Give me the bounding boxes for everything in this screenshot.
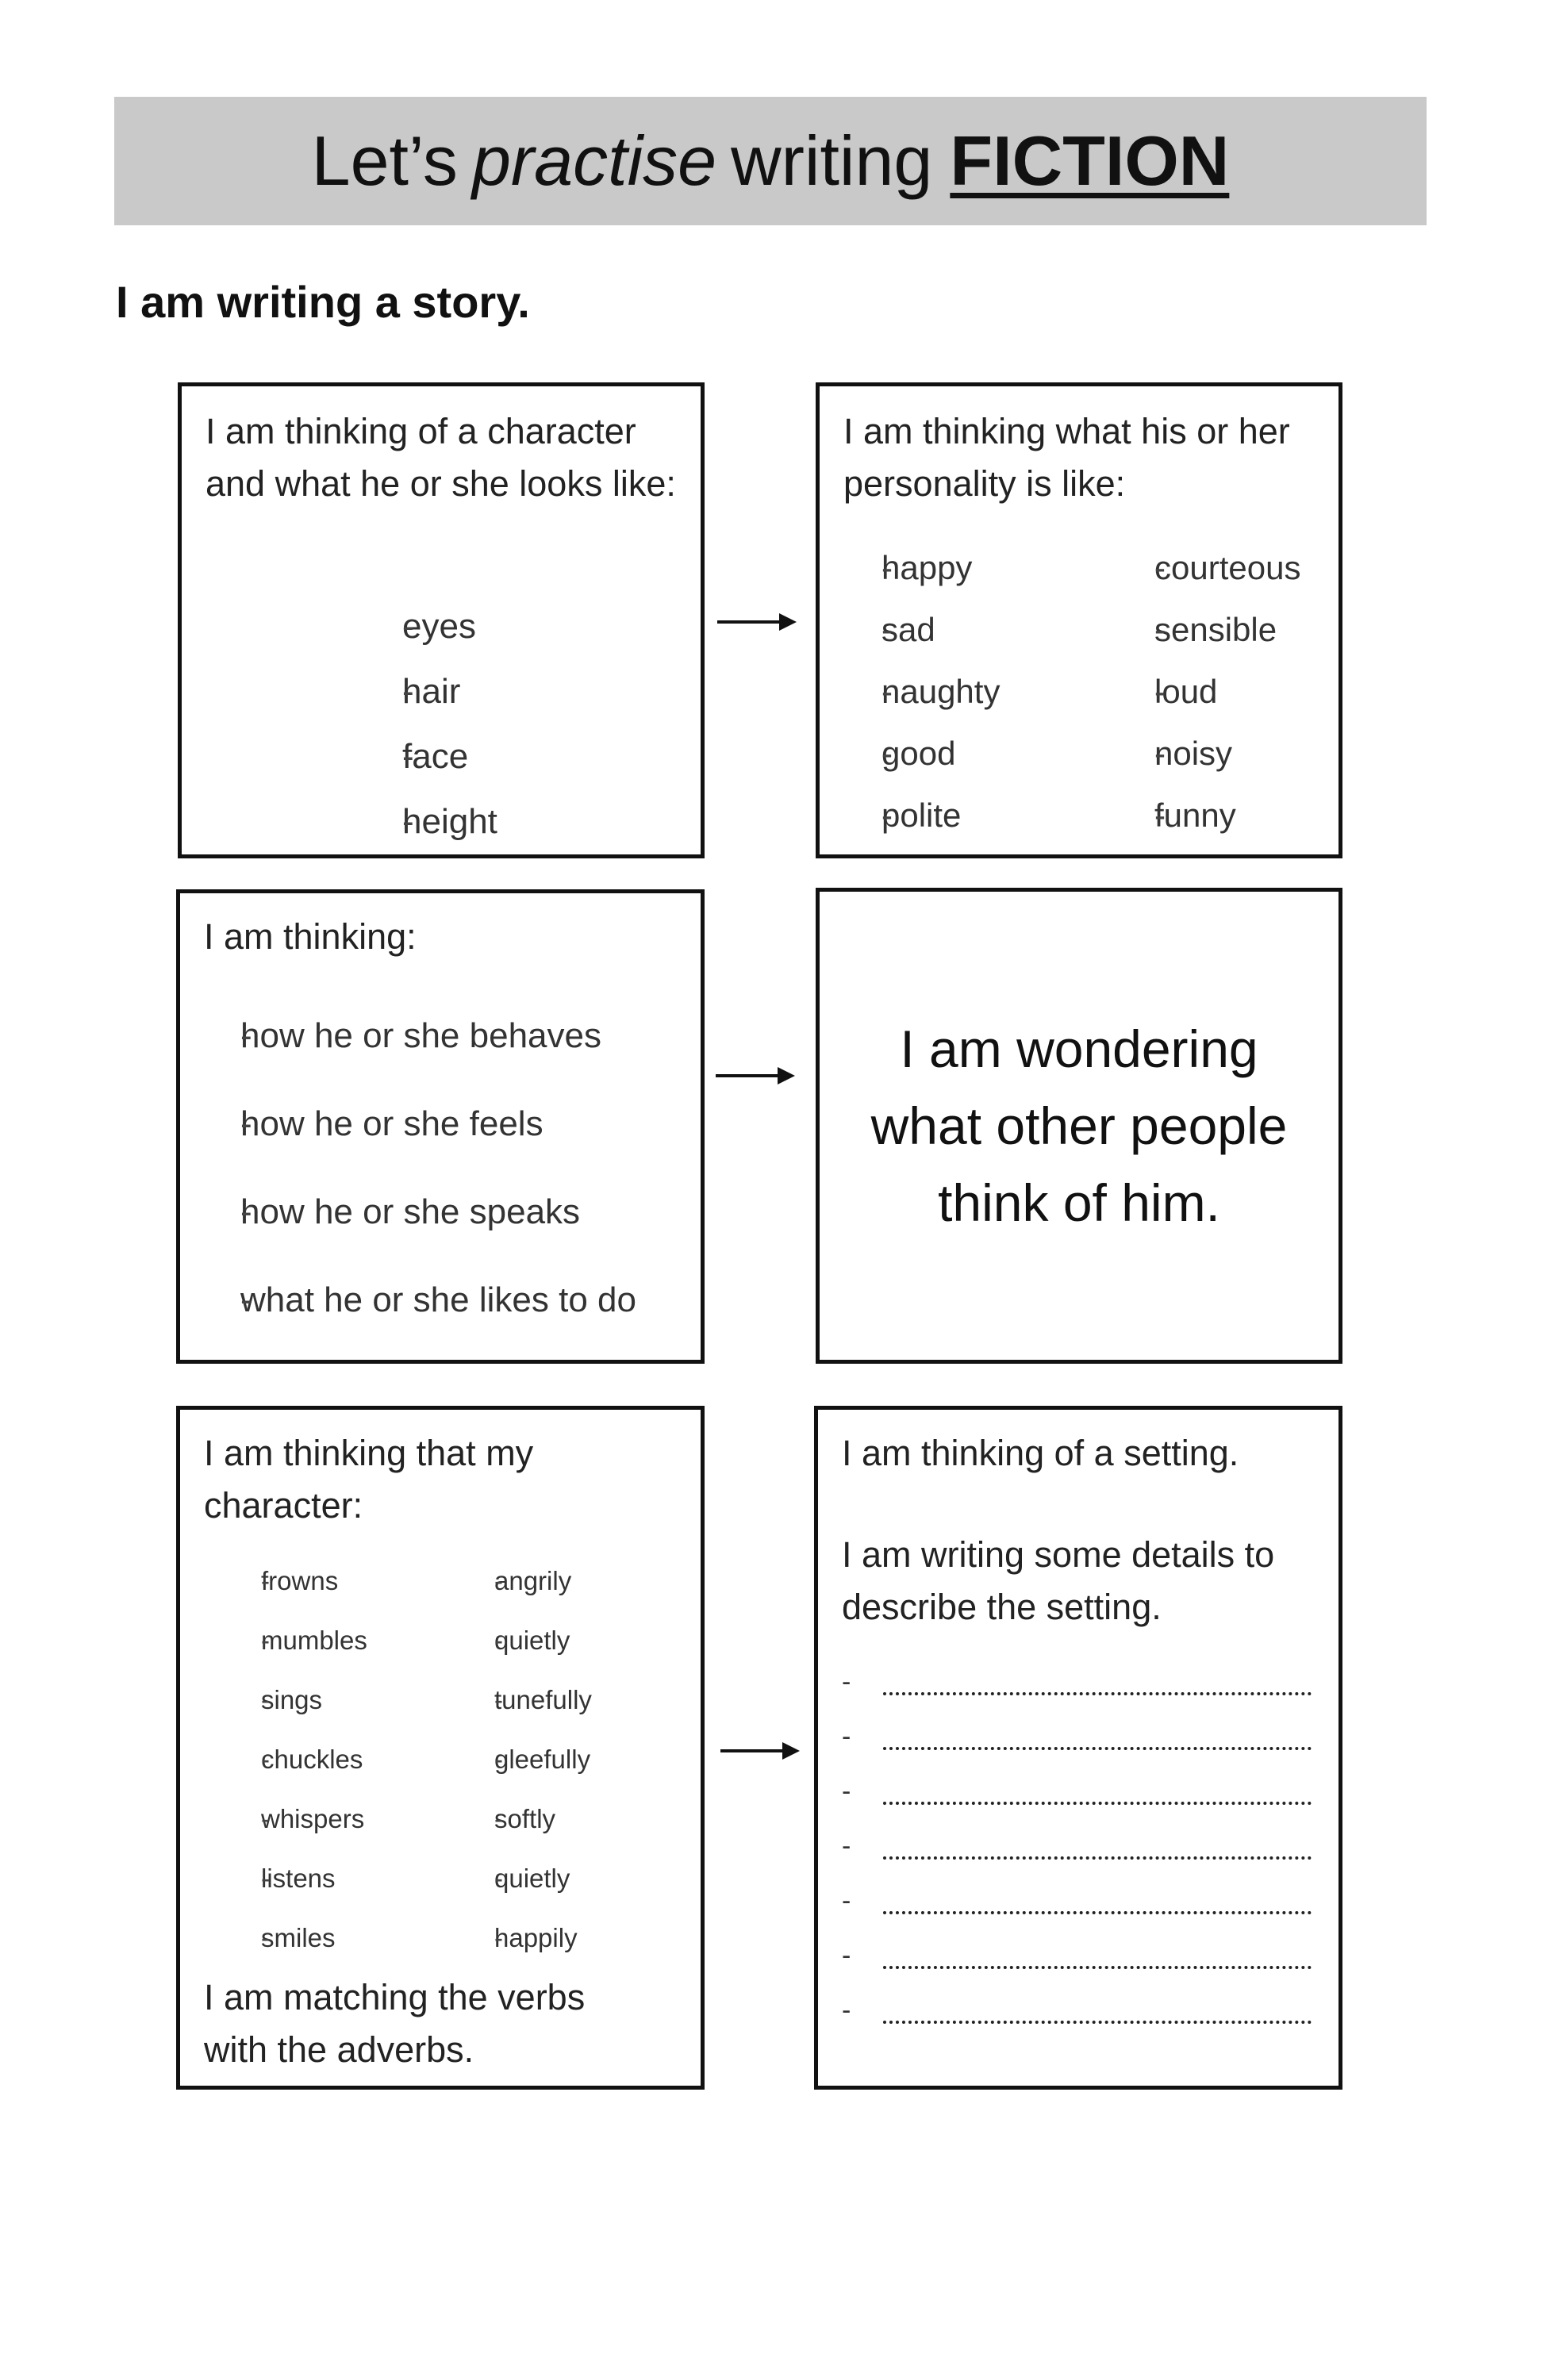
line-dash: - bbox=[842, 1722, 851, 1752]
list-item: - frowns bbox=[225, 1551, 367, 1610]
list-item: - what he or she likes to do bbox=[204, 1256, 636, 1344]
personality-list-left bbox=[843, 537, 1000, 846]
list-item: - good bbox=[843, 723, 1000, 785]
list-item: - face bbox=[364, 724, 497, 789]
box-intro: I am thinking what his or her personality is like: bbox=[843, 411, 1290, 504]
line-dash: - bbox=[842, 1831, 851, 1861]
list-item: - happily bbox=[458, 1908, 592, 1967]
line-dash: - bbox=[842, 1940, 851, 1971]
list-item: - whispers bbox=[225, 1789, 367, 1848]
header-bold-word: FICTION bbox=[950, 121, 1230, 200]
list-item: - sings bbox=[225, 1670, 367, 1729]
list-item: - naughty bbox=[843, 661, 1000, 723]
list-item: - sensible bbox=[1123, 599, 1300, 661]
writing-line[interactable] bbox=[883, 1747, 1312, 1750]
list-item: - height bbox=[364, 789, 497, 854]
list-item: - how he or she feels bbox=[204, 1080, 636, 1168]
list-item: - funny bbox=[1123, 785, 1300, 846]
setting-intro: I am thinking of a setting. bbox=[842, 1433, 1239, 1473]
line-dash: - bbox=[842, 1886, 851, 1916]
page-header bbox=[114, 97, 1427, 225]
writing-line[interactable] bbox=[883, 1966, 1312, 1969]
list-item: - loud bbox=[1123, 661, 1300, 723]
writing-line[interactable] bbox=[883, 2021, 1312, 2024]
list-item: - quietly bbox=[458, 1610, 592, 1670]
writing-line[interactable] bbox=[883, 1856, 1312, 1860]
writing-line[interactable] bbox=[883, 1802, 1312, 1805]
list-item: - sad bbox=[843, 599, 1000, 661]
box-outro: I am matching the verbs with the adverbs. bbox=[204, 1977, 586, 2070]
list-item: - tunefully bbox=[458, 1670, 592, 1729]
writing-line[interactable] bbox=[883, 1911, 1312, 1914]
line-dash: - bbox=[842, 1667, 851, 1697]
list-item: - gleefully bbox=[458, 1729, 592, 1789]
box-intro: I am thinking: bbox=[204, 916, 417, 957]
personality-box bbox=[816, 382, 1342, 858]
list-item: - chuckles bbox=[225, 1729, 367, 1789]
behaviour-list bbox=[204, 992, 636, 1344]
verbs-list bbox=[225, 1551, 367, 1967]
list-item: - polite bbox=[843, 785, 1000, 846]
header-middle: writing bbox=[731, 121, 933, 200]
setting-instruction: I am writing some details to describe the setting. bbox=[842, 1534, 1275, 1627]
list-item: - how he or she speaks bbox=[204, 1168, 636, 1256]
behaviour-box bbox=[176, 889, 705, 1364]
list-item: - eyes bbox=[364, 594, 497, 659]
wondering-box bbox=[816, 888, 1342, 1364]
list-item: - listens bbox=[225, 1848, 367, 1908]
line-dash: - bbox=[842, 1776, 851, 1806]
list-item: - happy bbox=[843, 537, 1000, 599]
wondering-text: I am wondering what other people think of him. bbox=[870, 1019, 1288, 1232]
page-subtitle: I am writing a story. bbox=[116, 277, 530, 327]
setting-box bbox=[814, 1406, 1342, 2090]
list-item: - smiles bbox=[225, 1908, 367, 1967]
list-item: - noisy bbox=[1123, 723, 1300, 785]
list-item: - angrily bbox=[458, 1551, 592, 1610]
list-item: - courteous bbox=[1123, 537, 1300, 599]
verbs-adverbs-box bbox=[176, 1406, 705, 2090]
adverbs-list bbox=[458, 1551, 592, 1967]
box-intro: I am thinking that my character: bbox=[204, 1433, 534, 1526]
list-item: - quietly bbox=[458, 1848, 592, 1908]
header-italic-word: practise bbox=[471, 121, 717, 200]
writing-lines bbox=[818, 1410, 1339, 2086]
appearance-list bbox=[364, 594, 497, 854]
personality-list-right bbox=[1123, 537, 1300, 846]
header-prefix: Let’s bbox=[311, 121, 458, 200]
box-intro: I am thinking of a character and what he or she looks like: bbox=[205, 411, 676, 504]
character-appearance-box bbox=[178, 382, 705, 858]
arrow-right-icon bbox=[720, 1742, 800, 1760]
list-item: - how he or she behaves bbox=[204, 992, 636, 1080]
list-item: - mumbles bbox=[225, 1610, 367, 1670]
line-dash: - bbox=[842, 1995, 851, 2025]
arrow-right-icon bbox=[716, 1067, 795, 1084]
list-item: - softly bbox=[458, 1789, 592, 1848]
list-item: - hair bbox=[364, 659, 497, 724]
writing-line[interactable] bbox=[883, 1692, 1312, 1695]
arrow-right-icon bbox=[717, 613, 797, 631]
